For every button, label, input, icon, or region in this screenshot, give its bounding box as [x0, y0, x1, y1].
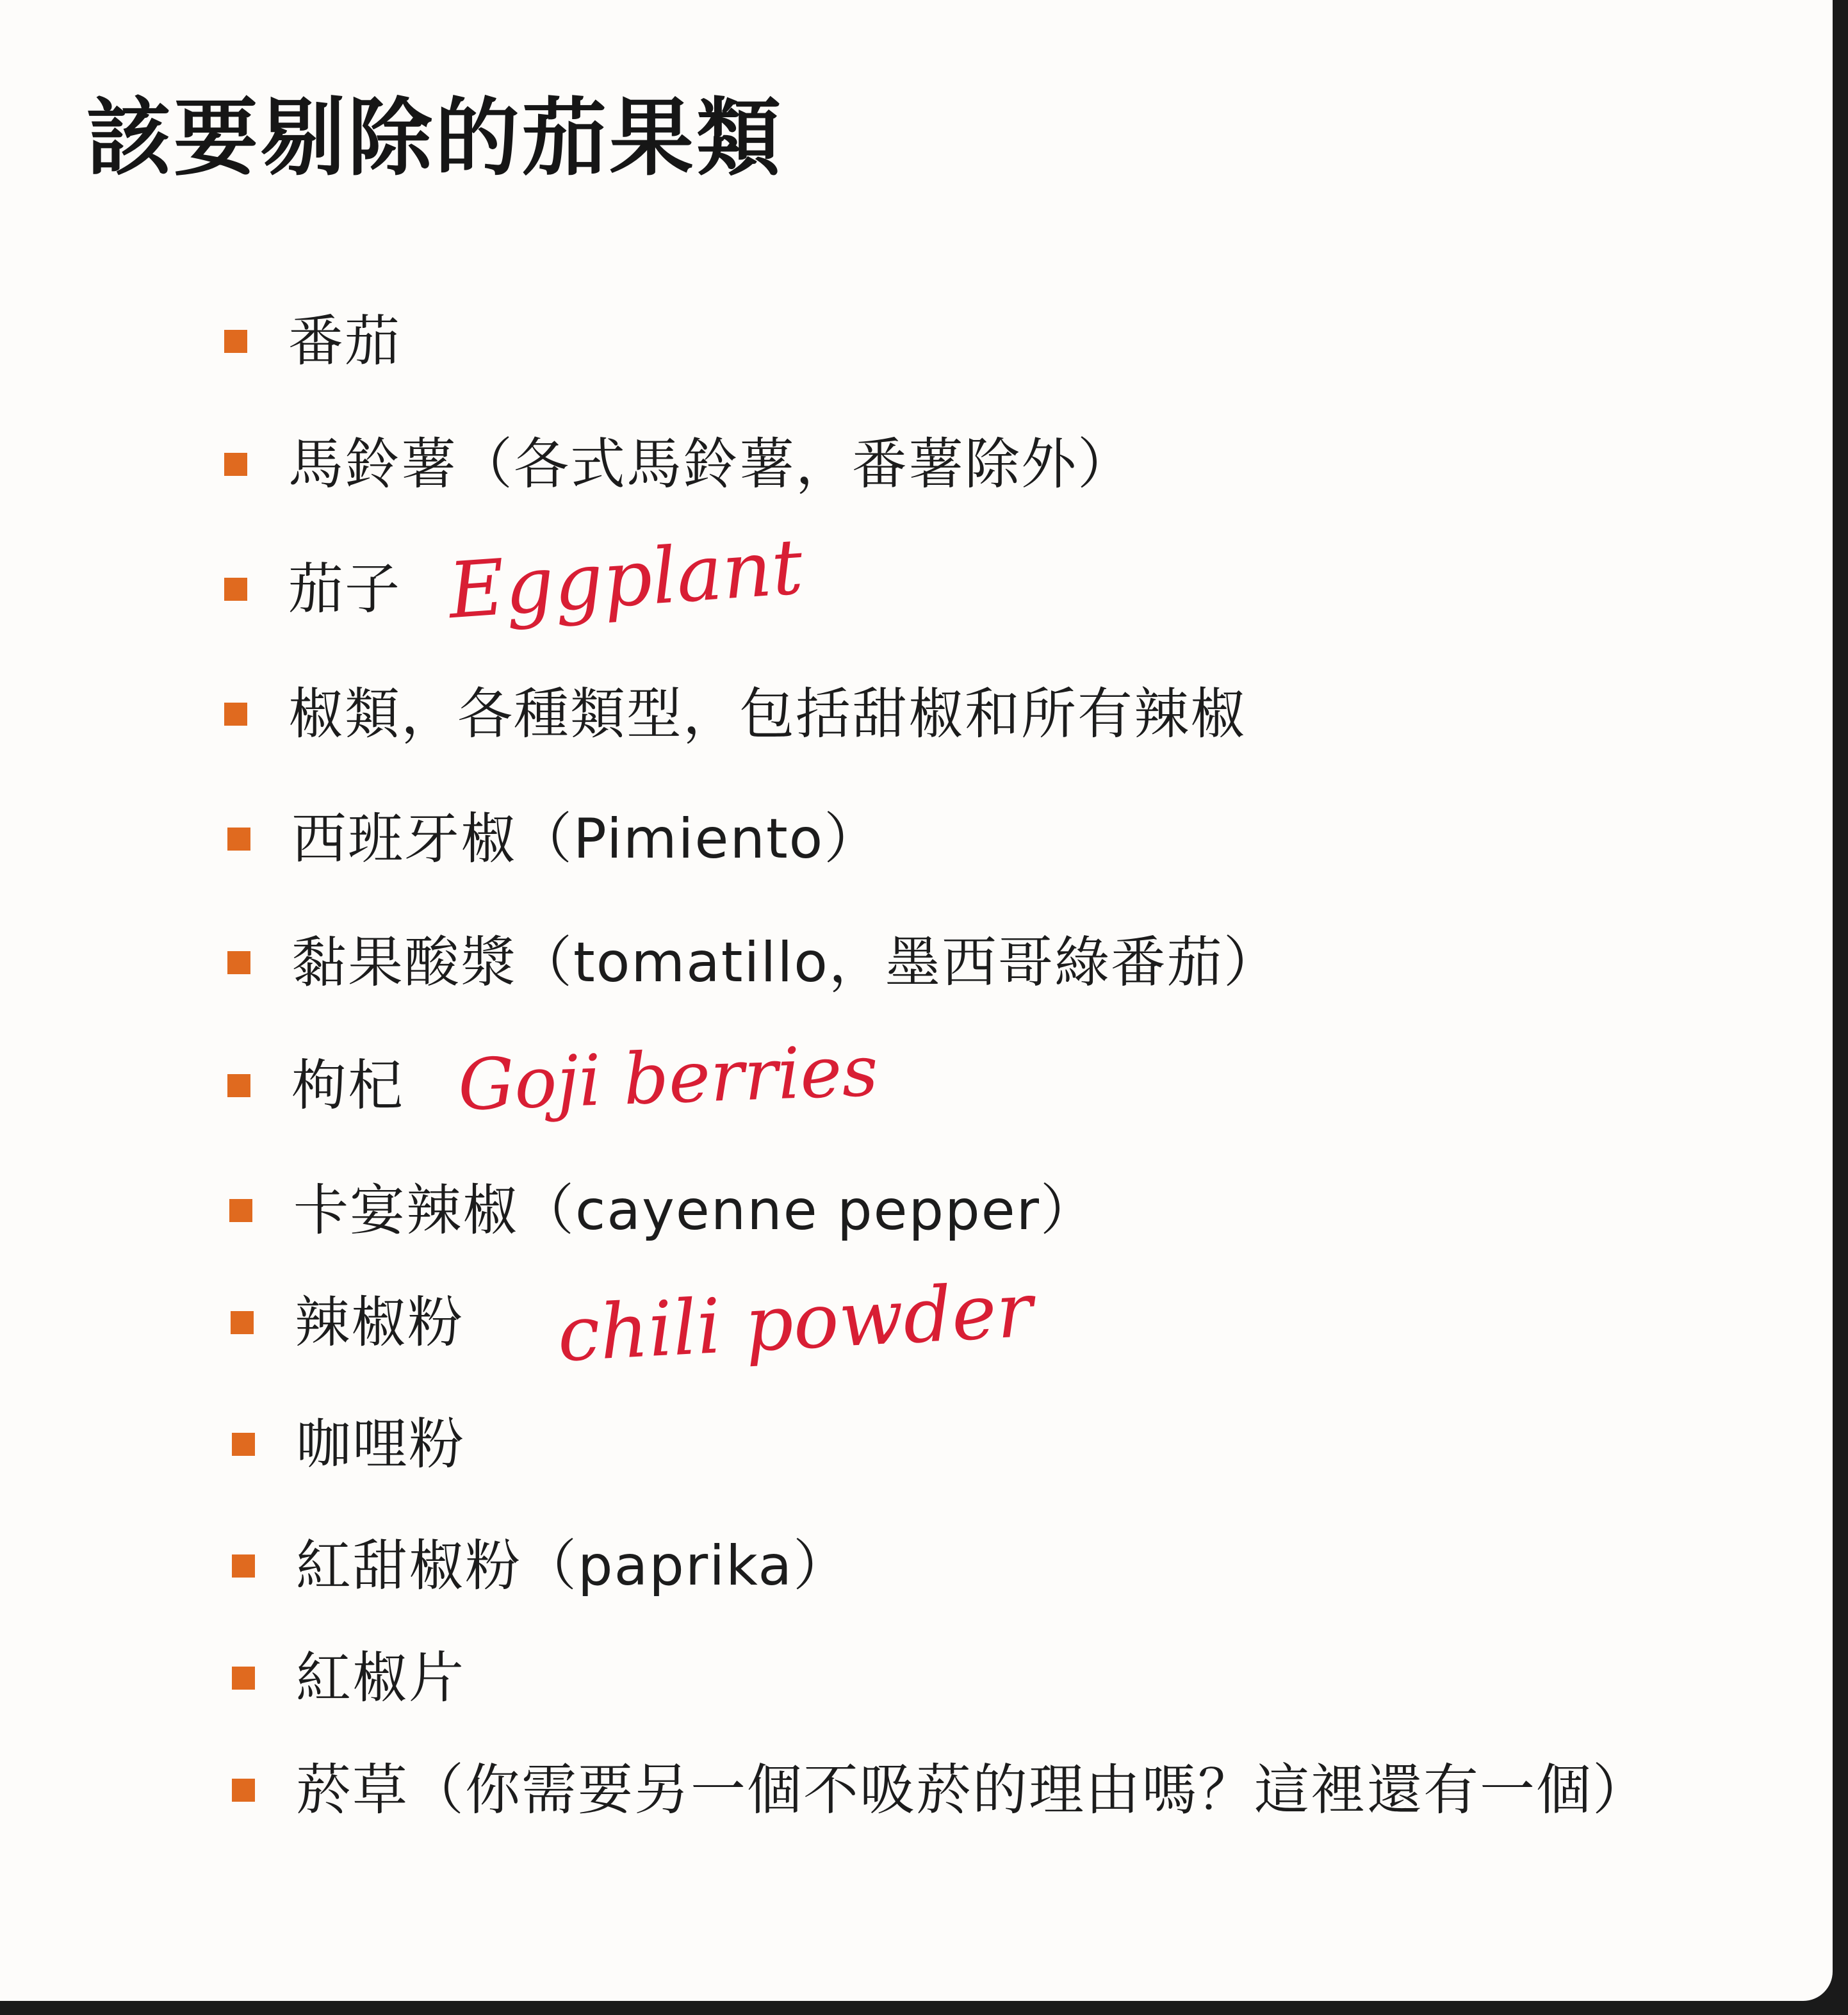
bullet-square-icon: [224, 330, 247, 353]
bullet-square-icon: [231, 1311, 254, 1334]
list-item-text: 馬鈴薯（各式馬鈴薯，番薯除外）: [288, 432, 1134, 496]
bullet-square-icon: [227, 828, 250, 851]
bullet-square-icon: [227, 951, 250, 974]
list-item-text: 紅椒片: [296, 1646, 465, 1710]
list-item-text: 菸草（你需要另一個不吸菸的理由嗎？這裡還有一個）: [296, 1758, 1649, 1822]
bullet-square-icon: [227, 1074, 250, 1097]
bullet-square-icon: [224, 453, 247, 476]
list-item-text: 紅甜椒粉（paprika）: [296, 1534, 850, 1598]
bullet-square-icon: [232, 1779, 255, 1802]
list-item-text: 咖哩粉: [296, 1412, 465, 1476]
bullet-square-icon: [229, 1199, 252, 1222]
list-item-text: 西班牙椒（Pimiento）: [291, 807, 881, 871]
bullet-square-icon: [224, 578, 247, 601]
bullet-square-icon: [224, 703, 247, 726]
list-item-text: 辣椒粉: [295, 1291, 464, 1355]
bullet-square-icon: [232, 1554, 255, 1578]
handwritten-note-chili-powder: chili powder: [555, 1265, 1035, 1379]
list-item-text: 椒類，各種類型，包括甜椒和所有辣椒: [288, 682, 1247, 746]
list-item-text: 卡宴辣椒（cayenne pepper）: [293, 1179, 1097, 1243]
bullet-square-icon: [232, 1667, 255, 1690]
list-item-text: 茄子: [288, 557, 401, 621]
bullet-square-icon: [232, 1433, 255, 1456]
list-item-text: 番茄: [288, 309, 401, 373]
page-title: 該要剔除的茄果類: [86, 89, 783, 188]
list-item-text: 黏果酸漿（tomatillo，墨西哥綠番茄）: [291, 931, 1280, 995]
list-item-text: 枸杞: [291, 1054, 404, 1118]
handwritten-note-goji-berries: Goji berries: [456, 1029, 879, 1127]
handwritten-note-eggplant: Eggplant: [445, 522, 806, 637]
